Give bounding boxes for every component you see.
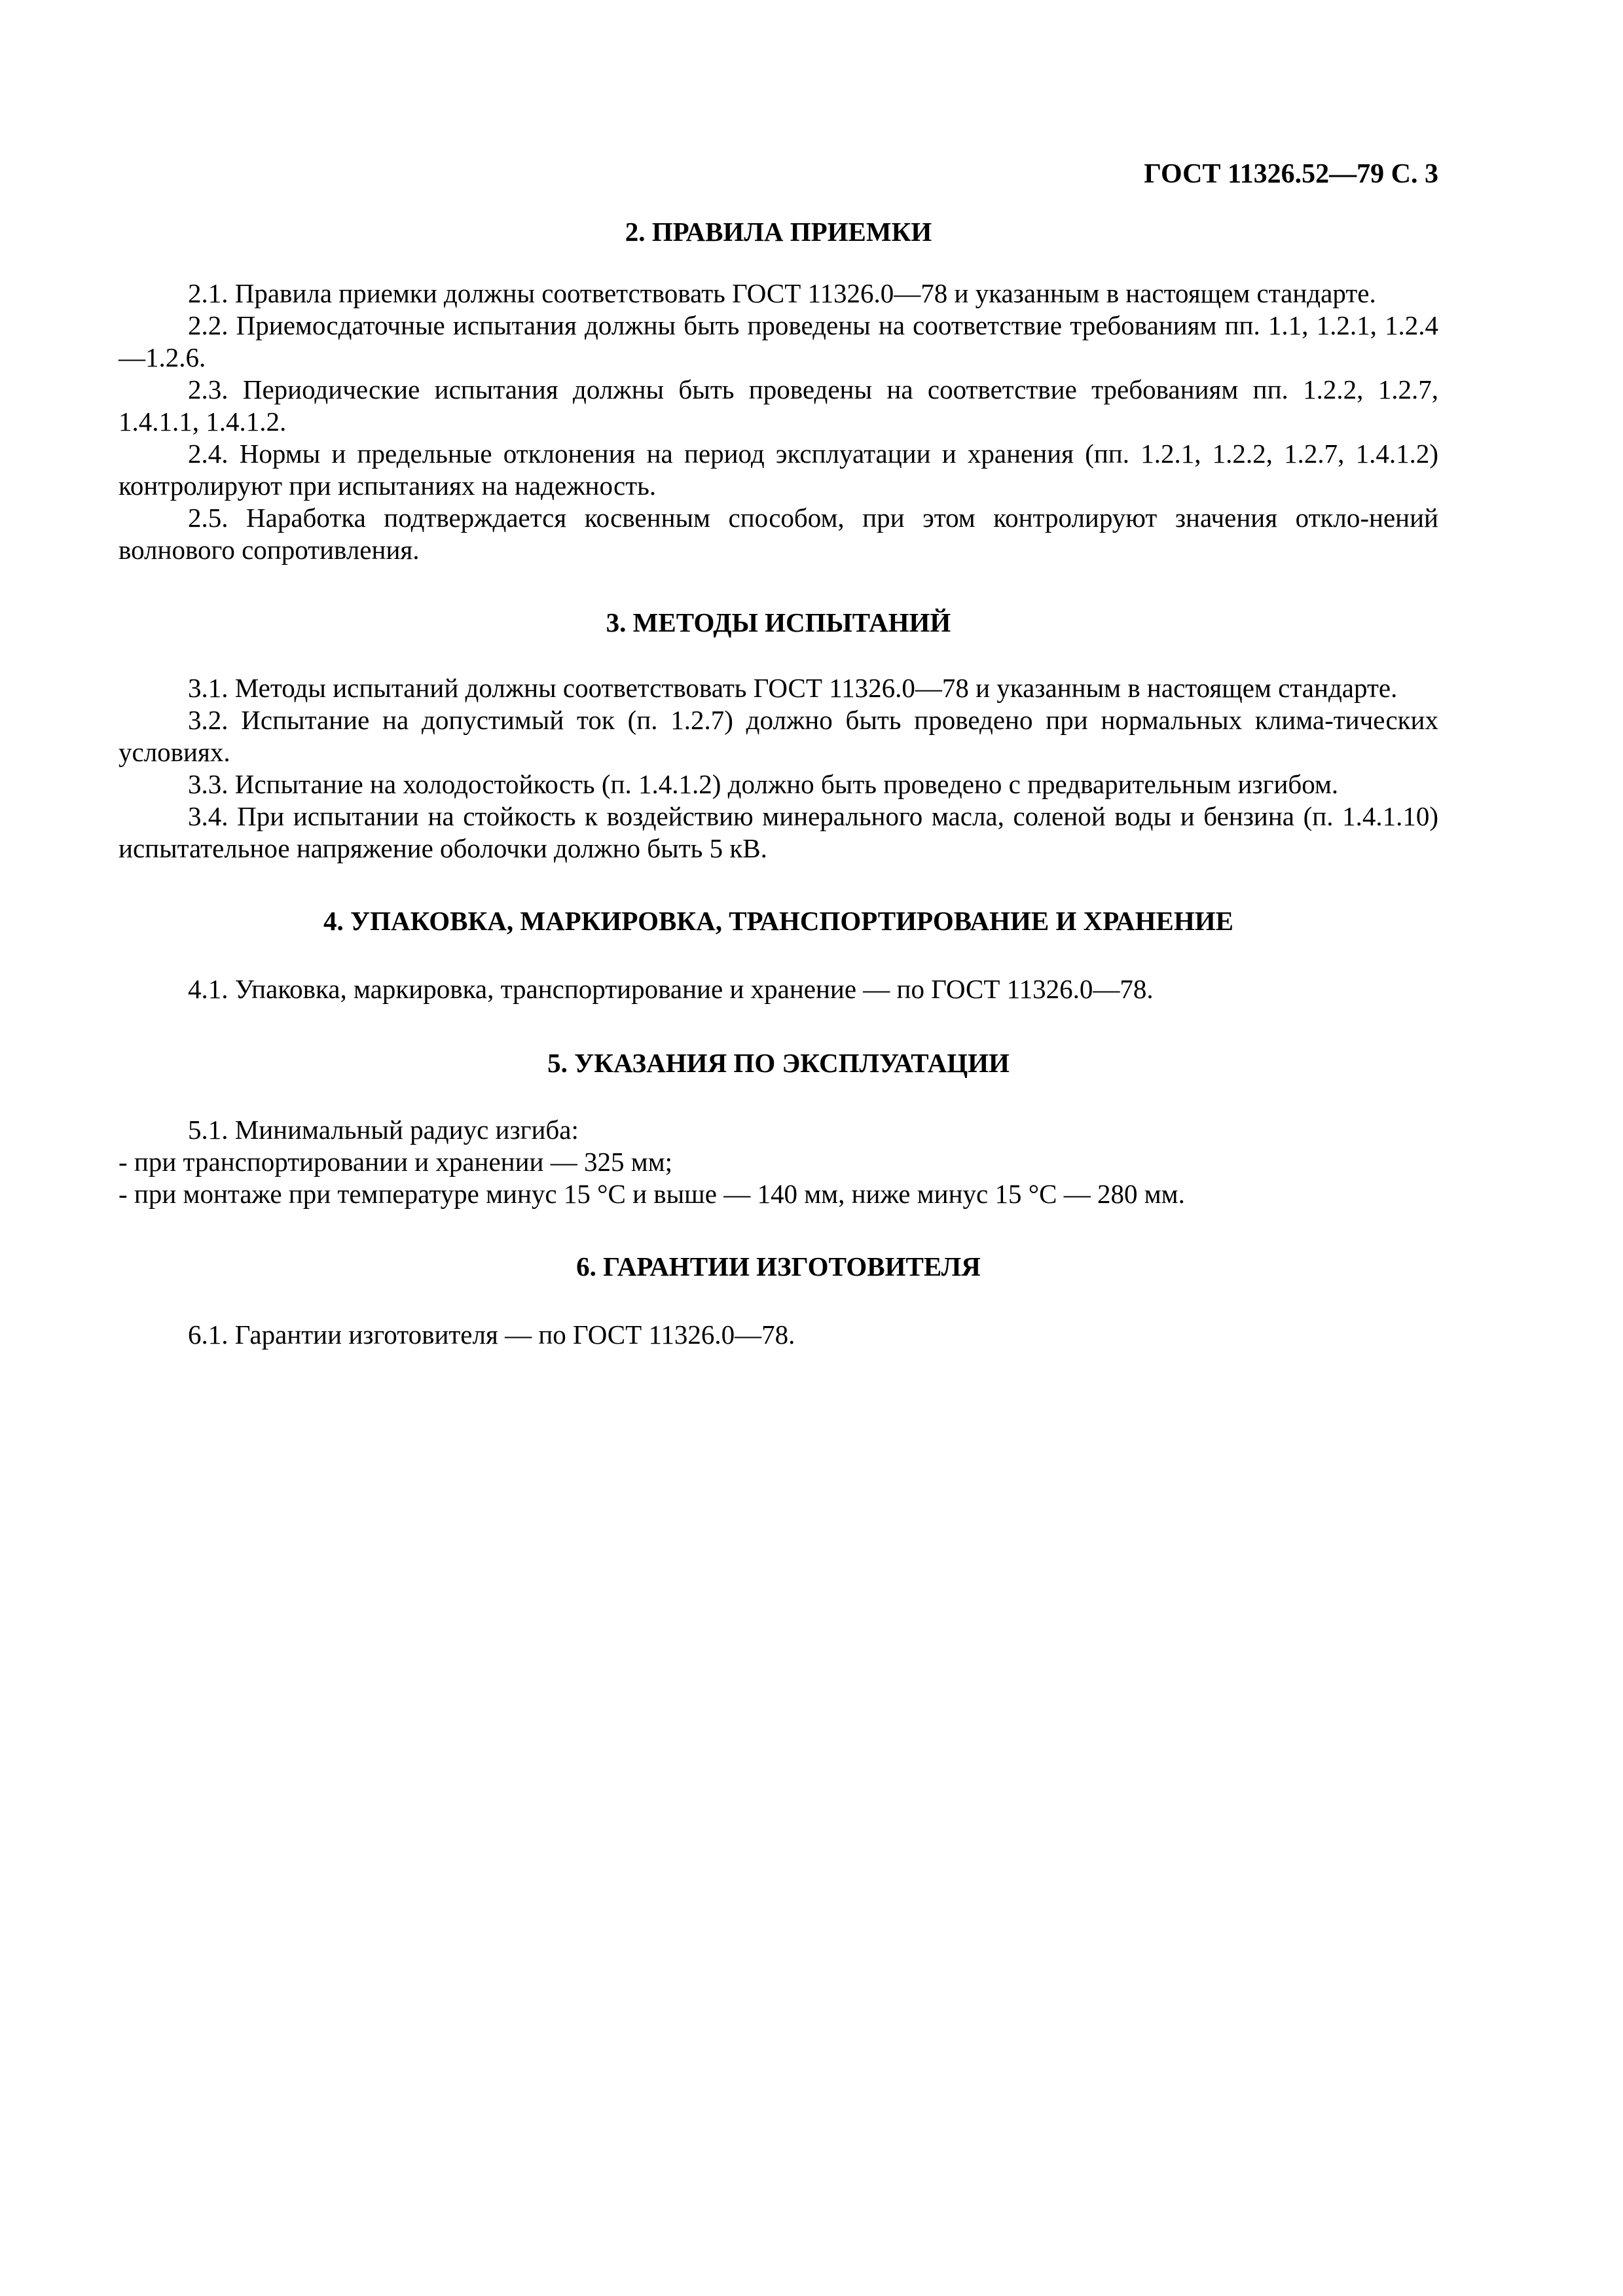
- document-page: [119, 157, 1438, 1351]
- paragraph-2-5: 2.5. Наработка подтверждается косвенным способом, при этом контролируют значения откло-нений волнового сопротивления.: [119, 503, 1438, 565]
- list-item: - при транспортировании и хранении — 325 мм;: [119, 1147, 673, 1177]
- section-heading: 6. ГАРАНТИИ ИЗГОТОВИТЕЛЯ: [576, 1251, 981, 1282]
- list-item: - при монтаже при температуре минус 15 °С и выше — 140 мм, ниже минус 15 °С — 280 мм.: [119, 1179, 1185, 1209]
- paragraph-3-1: 3.1. Методы испытаний должны соответствовать ГОСТ 11326.0—78 и указанным в настоящем стандарте.: [188, 673, 1398, 703]
- paragraph-2-3: 2.3. Периодические испытания должны быть проведены на соответствие требованиям пп. 1.2.2, 1.2.7, 1.4.1.1, 1.4.1.2.: [119, 374, 1438, 437]
- section-operation-instructions: [119, 1046, 1438, 1210]
- paragraph-2-1: 2.1. Правила приемки должны соответствовать ГОСТ 11326.0—78 и указанным в настоящем стандарте.: [188, 278, 1376, 308]
- paragraph-4-1: 4.1. Упаковка, маркировка, транспортирование и хранение — по ГОСТ 11326.0—78.: [188, 974, 1154, 1004]
- paragraph-5-1: 5.1. Минимальный радиус изгиба:: [188, 1115, 579, 1145]
- section-manufacturer-warranty: [119, 1249, 1438, 1351]
- paragraph-2-4: 2.4. Нормы и предельные отклонения на период эксплуатации и хранения (пп. 1.2.1, 1.2.2, 1.2.7, 1.4.1.2) контролируют при испытаниях на надежность.: [119, 439, 1438, 501]
- section-heading: 5. УКАЗАНИЯ ПО ЭКСПЛУАТАЦИИ: [547, 1048, 1010, 1078]
- section-packaging: [119, 904, 1438, 1005]
- paragraph-3-2: 3.2. Испытание на допустимый ток (п. 1.2.7) должно быть проведено при нормальных клима-тических условиях.: [119, 705, 1438, 767]
- paragraph-3-3: 3.3. Испытание на холодостойкость (п. 1.4.1.2) должно быть проведено с предварительным изгибом.: [188, 769, 1339, 799]
- section-heading: 3. МЕТОДЫ ИСПЫТАНИЙ: [606, 607, 951, 637]
- section-acceptance-rules: [119, 215, 1438, 566]
- running-header: ГОСТ 11326.52—79 С. 3: [1144, 159, 1438, 189]
- paragraph-3-4: 3.4. При испытании на стойкость к воздействию минерального масла, соленой воды и бензина (п. 1.4.1.10) испытательное напряжение оболочки должно быть 5 кВ.: [119, 801, 1438, 863]
- paragraph-2-2: 2.2. Приемосдаточные испытания должны быть проведены на соответствие требованиям пп. 1.1, 1.2.1, 1.2.4—1.2.6.: [119, 310, 1438, 372]
- section-heading: 2. ПРАВИЛА ПРИЕМКИ: [625, 217, 932, 247]
- section-test-methods: [119, 605, 1438, 865]
- paragraph-6-1: 6.1. Гарантии изготовителя — по ГОСТ 11326.0—78.: [188, 1319, 795, 1350]
- section-heading: 4. УПАКОВКА, МАРКИРОВКА, ТРАНСПОРТИРОВАНИЕ И ХРАНЕНИЕ: [323, 906, 1234, 936]
